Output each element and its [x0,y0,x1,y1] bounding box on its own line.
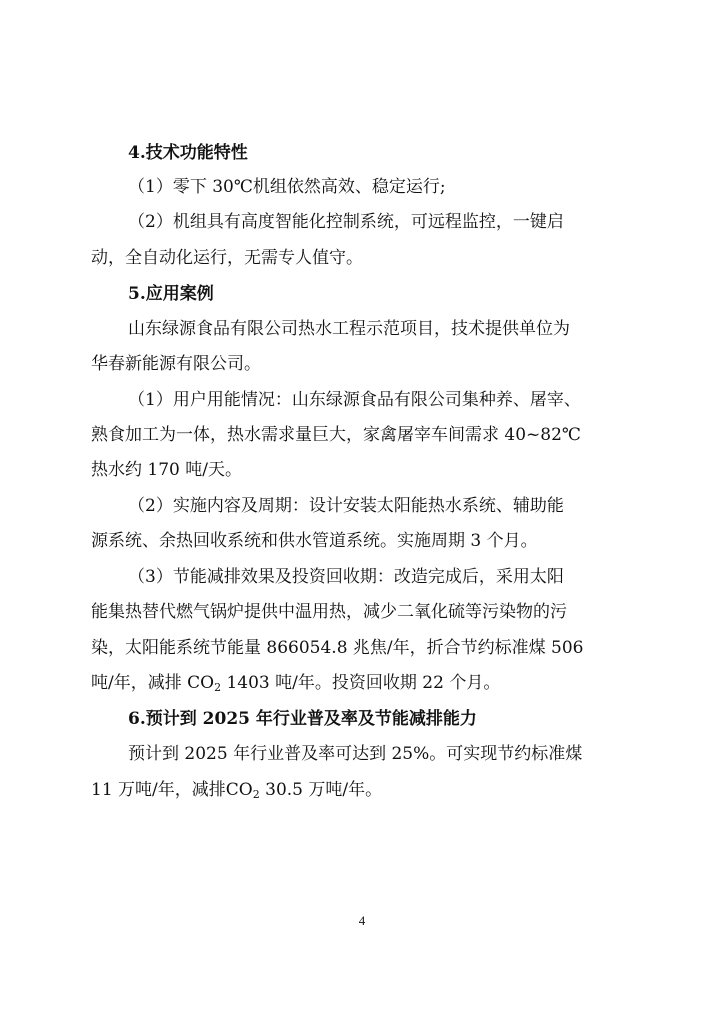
page-number: 4 [358,913,366,928]
section-5-p2-line-1: （2）实施内容及周期：设计安装太阳能热水系统、辅助能 [128,496,564,516]
section-5-p3-line-4-rest: 1403 吨/年。投资回收期 22 个月。 [221,673,501,693]
section-6-line-2-rest: 30.5 万吨/年。 [259,780,383,800]
section-6-heading: 6.预计到 2025 年行业普及率及节能减排能力 [128,709,477,729]
section-4-item-1: （1）零下 30℃机组依然高效、稳定运行; [128,177,446,197]
section-6-line-2 [91,779,382,801]
section-5-p3-line-3: 染，太阳能系统节能量 866054.8 兆焦/年，折合节约标准煤 506 [91,638,584,658]
co2-subscript: 2 [252,788,260,801]
section-5-intro-line-1: 山东绿源食品有限公司热水工程示范项目，技术提供单位为 [128,319,570,339]
section-5-p1-line-1: （1）用户用能情况：山东绿源食品有限公司集种养、屠宰、 [128,390,581,410]
section-5-p2-line-2: 源系统、余热回收系统和供水管道系统。实施周期 3 个月。 [91,531,538,551]
section-5-p1-line-3: 热水约 170 吨/天。 [91,460,242,480]
section-4-item-2-line-1: （2）机组具有高度智能化控制系统，可远程监控，一键启 [128,212,564,232]
section-5-heading: 5.应用案例 [128,284,214,304]
co2-subscript: 2 [214,681,222,694]
section-5-p3-line-4 [91,672,500,694]
section-5-intro-line-2: 华春新能源有限公司。 [91,354,261,374]
section-6-line-2-text: 11 万吨/年，减排CO [91,780,253,800]
section-5-p1-line-2: 熟食加工为一体，热水需求量巨大，家禽屠宰车间需求 40~82℃ [91,425,581,445]
section-6-line-1: 预计到 2025 年行业普及率可达到 25%。可实现节约标准煤 [128,744,583,764]
section-5-p3-line-2: 能集热替代燃气锅炉提供中温用热，减少二氧化硫等污染物的污 [91,602,567,622]
section-5-p3-line-4-text: 吨/年，减排 CO [91,673,215,693]
section-4-item-2-line-2: 动，全自动化运行，无需专人值守。 [91,248,363,268]
section-5-p3-line-1: （3）节能减排效果及投资回收期：改造完成后，采用太阳 [128,567,564,587]
section-4-heading: 4.技术功能特性 [128,143,248,163]
